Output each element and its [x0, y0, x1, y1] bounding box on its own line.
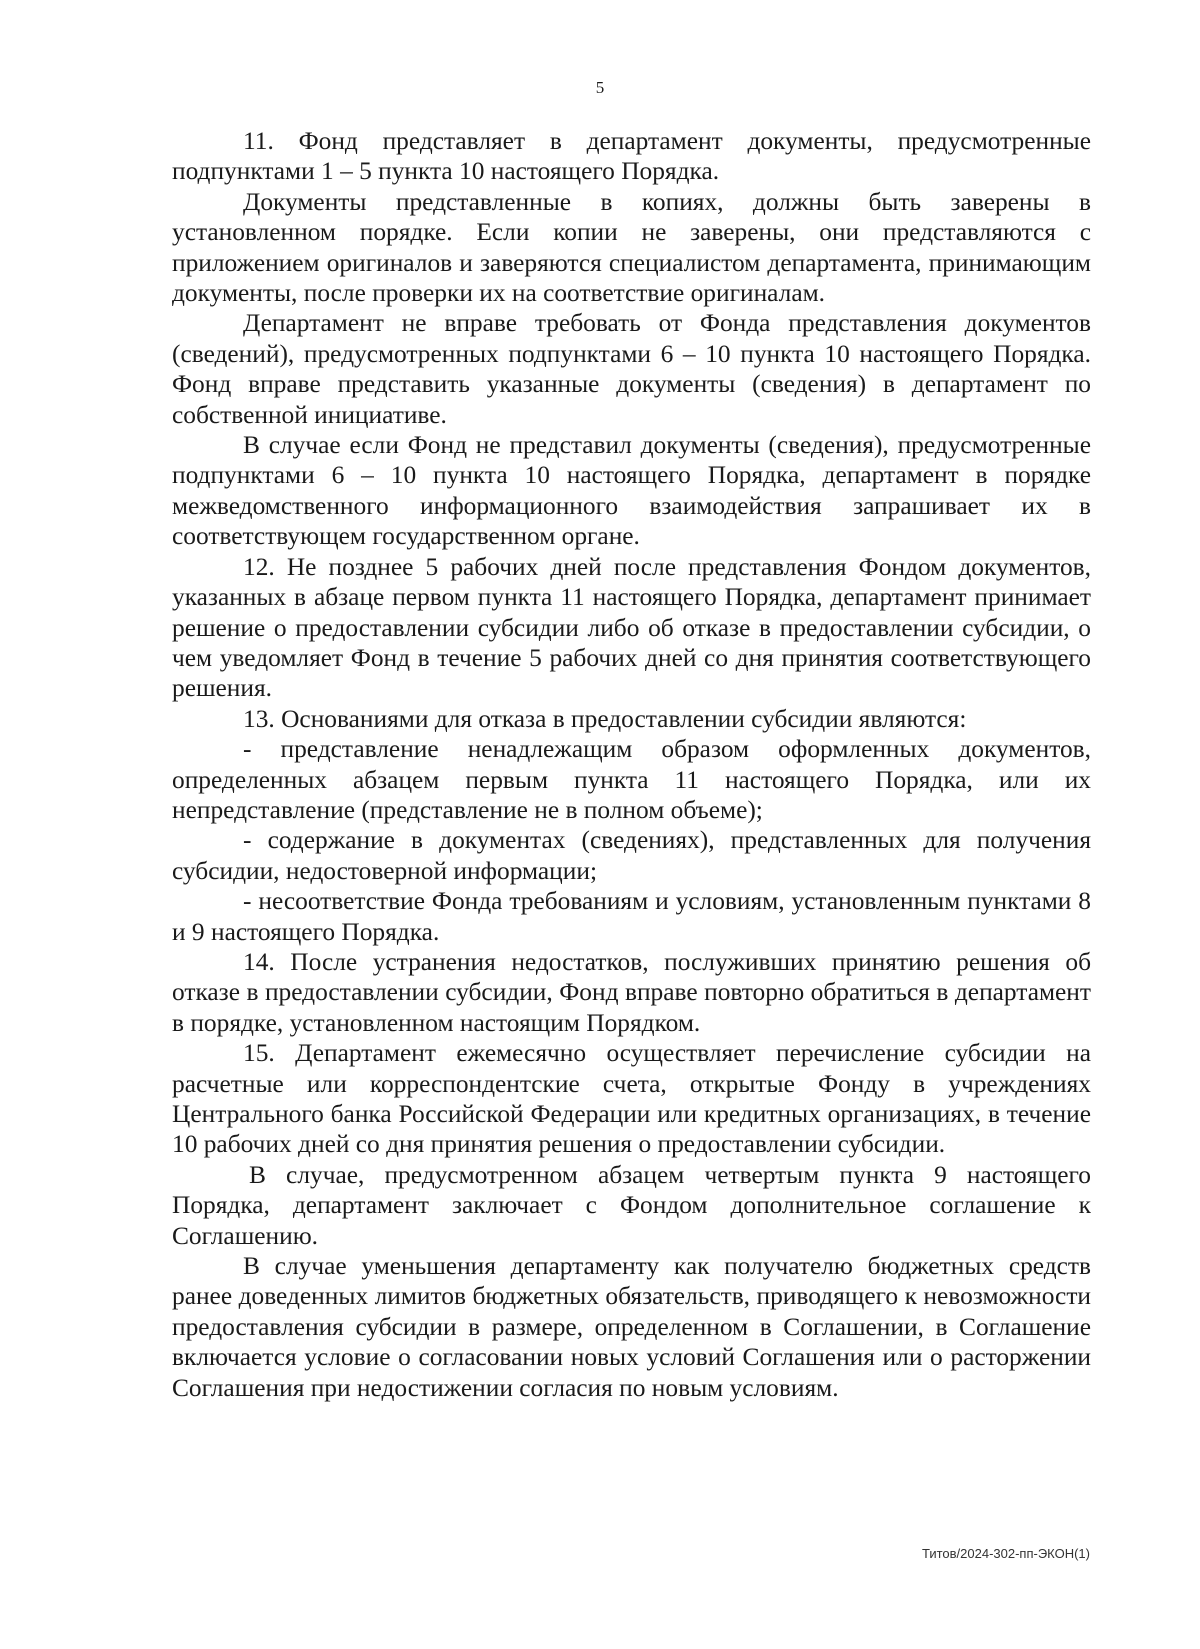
paragraph-15: 15. Департамент ежемесячно осуществляет перечисление субсидии на расчетные или корреспондентские счета, открытые Фонду в учреждениях Центрального банка Российской Федерации или кредитных организациях, в течение 10 рабочих дней со дня принятия решения о предоставлении субсидии. — [172, 1039, 1091, 1159]
paragraph-12: 12. Не позднее 5 рабочих дней после представления Фондом документов, указанных в абзаце первом пункта 11 настоящего Порядка, департамент принимает решение о предоставлении субсидии либо об отказе в предоставлении субсидии, о чем уведомляет Фонд в течение 5 рабочих дней со дня принятия соответствующего решения. — [172, 552, 1091, 703]
paragraph-11: 11. Фонд представляет в департамент документы, предусмотренные подпунктами 1 – 5 пункта 10 настоящего Порядка. — [172, 127, 1091, 186]
page-number: 5 — [595, 78, 605, 97]
list-item-noncompliance: - несоответствие Фонда требованиям и условиям, установленным пунктами 8 и 9 настоящего Порядка. — [172, 887, 1091, 946]
paragraph-additional-agreement: В случае, предусмотренном абзацем четвертым пункта 9 настоящего Порядка, департамент заключает с Фондом дополнительное соглашение к Соглашению. — [172, 1160, 1091, 1250]
paragraph-interagency: В случае если Фонд не представил документы (сведения), предусмотренные подпунктами 6 – 10 пункта 10 настоящего Порядка, департамент в порядке межведомственного информационного взаимодействия запрашивает их в соответствующем государственном органе. — [172, 431, 1091, 551]
paragraph-limits-reduction: В случае уменьшения департаменту как получателю бюджетных средств ранее доведенных лимитов бюджетных обязательств, приводящего к невозможности предоставления субсидии в размере, определенном в Соглашении, в Соглашение включается условие о согласовании новых условий Соглашения или о расторжении Соглашения при недостижении согласия по новым условиям. — [172, 1252, 1091, 1402]
paragraph-copies: Документы представленные в копиях, должны быть заверены в установленном порядке. Если копии не заверены, они представляются с приложением оригиналов и заверяются специалистом департамента, принимающим документы, после проверки их на соответствие оригиналам. — [172, 187, 1091, 308]
paragraph-no-require: Департамент не вправе требовать от Фонда представления документов (сведений), предусмотренных подпунктами 6 – 10 пункта 10 настоящего Порядка. Фонд вправе представить указанные документы (сведения) в департамент по собственной инициативе. — [172, 309, 1091, 429]
document-body — [172, 126, 1091, 1403]
document-reference-code: Титов/2024-302-пп-ЭКОН(1) — [921, 1546, 1090, 1561]
list-item-false-information: - содержание в документах (сведениях), представленных для получения субсидии, недостоверной информации; — [172, 826, 1091, 885]
paragraph-13: 13. Основаниями для отказа в предоставлении субсидии являются: — [243, 704, 967, 733]
paragraph-14: 14. После устранения недостатков, послуживших принятию решения об отказе в предоставлении субсидии, Фонд вправе повторно обратиться в департамент в порядке, установленном настоящим Порядком. — [172, 947, 1091, 1037]
list-item-improper-documents: - представление ненадлежащим образом оформленных документов, определенных абзацем первым пункта 11 настоящего Порядка, или их непредставление (представление не в полном объеме); — [172, 735, 1091, 824]
